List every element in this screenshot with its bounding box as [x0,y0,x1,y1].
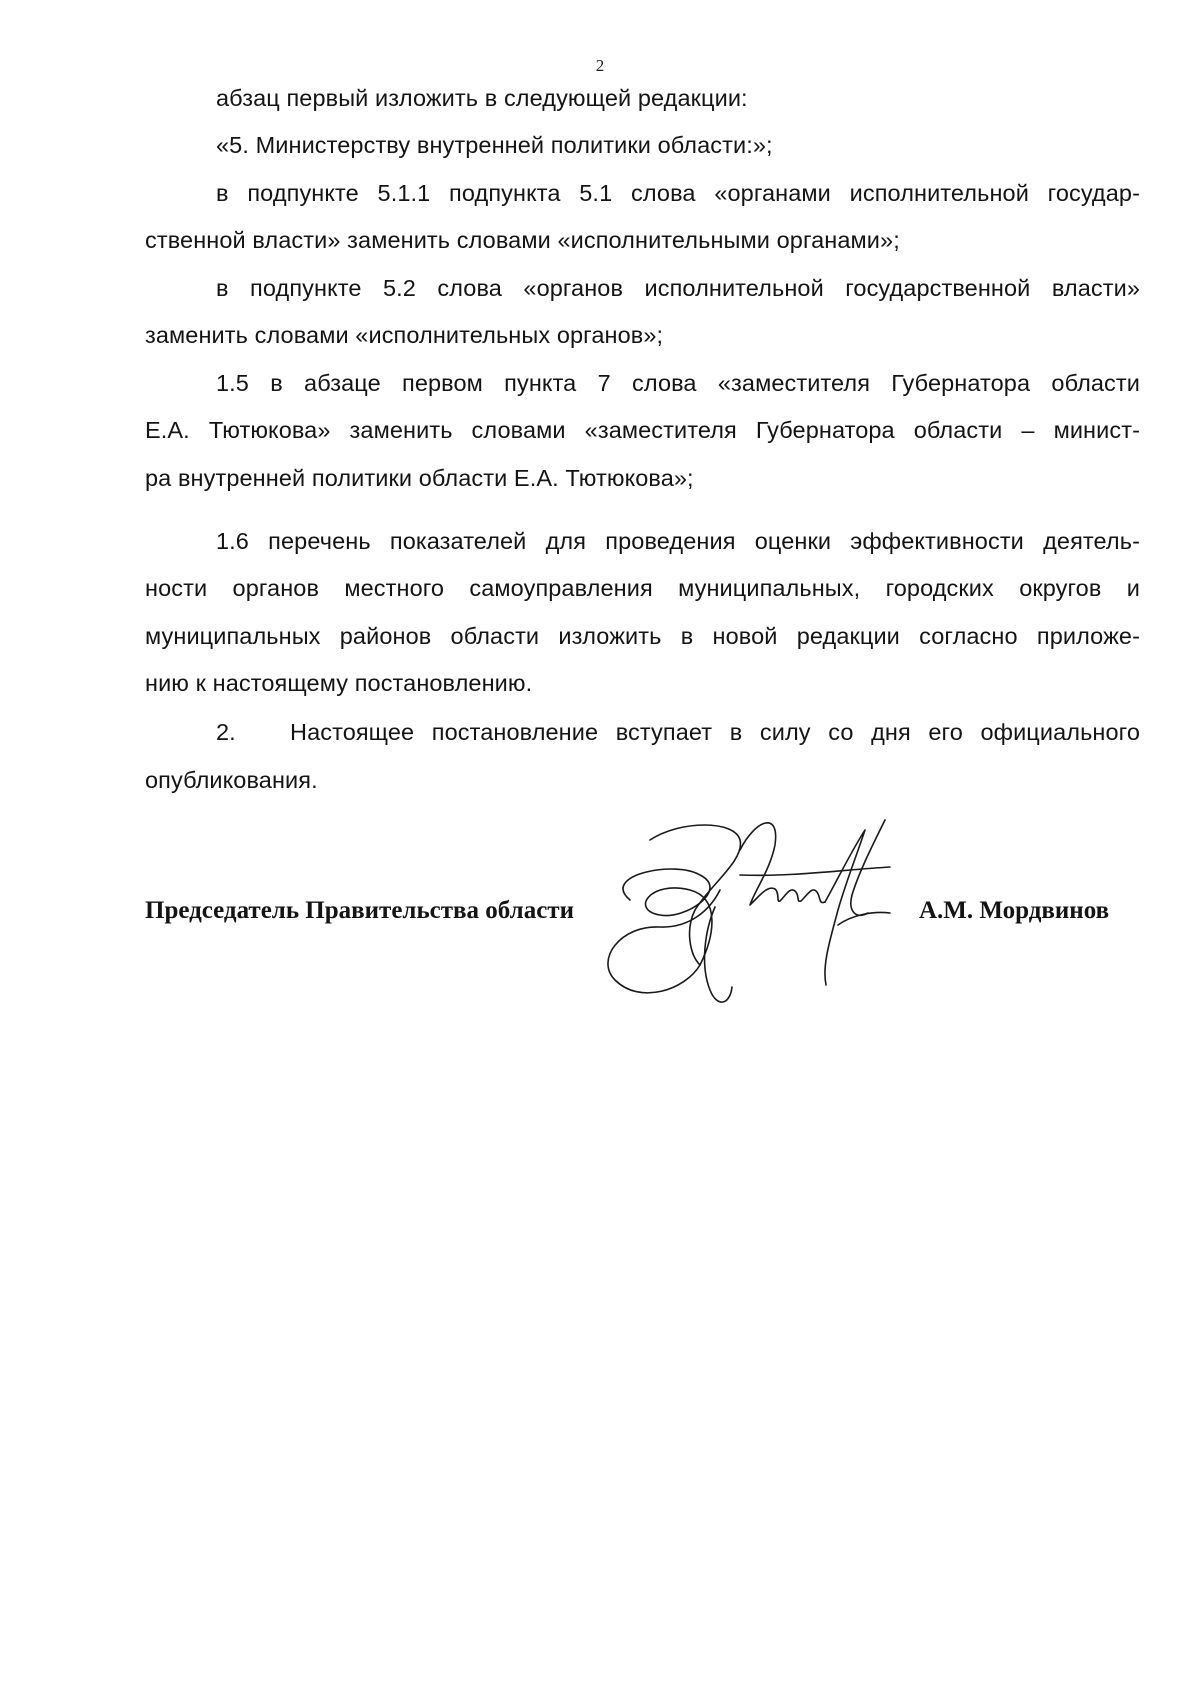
paragraph-line: ра внутренней политики области Е.А. Тютюкова»; [145,465,694,491]
page-number: 2 [595,56,605,75]
item-number: 2. [216,719,236,745]
paragraph-line: заменить словами «исполнительных органов»; [145,322,664,348]
paragraph-line: в подпункте 5.1.1 подпункта 5.1 слова «органами исполнительной государ- [216,180,1140,206]
paragraph-line: ности органов местного самоуправления муниципальных, городских округов и [145,575,1140,601]
signatory-name: А.М. Мордвинов [919,897,1110,924]
paragraph-line: муниципальных районов области изложить в новой редакции согласно приложе- [145,623,1140,649]
paragraph-line: 1.5 в абзаце первом пункта 7 слова «заместителя Губернатора области [216,370,1140,396]
paragraph-line: абзац первый изложить в следующей редакции: [216,85,748,111]
paragraph-line: Е.А. Тютюкова» заменить словами «заместителя Губернатора области – минист- [145,417,1140,443]
paragraph-line: нию к настоящему постановлению. [145,670,533,696]
paragraph-line: опубликования. [145,767,318,793]
handwritten-signature [590,815,930,1015]
paragraph-line: 1.6 перечень показателей для проведения оценки эффективности деятель- [216,528,1140,554]
paragraph-line: ственной власти» заменить словами «исполнительными органами»; [145,227,900,253]
paragraph-line: в подпункте 5.2 слова «органов исполнительной государственной власти» [216,275,1140,301]
signatory-title: Председатель Правительства области [145,897,574,924]
paragraph-line: «5. Министерству внутренней политики области:»; [216,132,773,158]
paragraph-line: Настоящее постановление вступает в силу со дня его официального [290,719,1140,745]
